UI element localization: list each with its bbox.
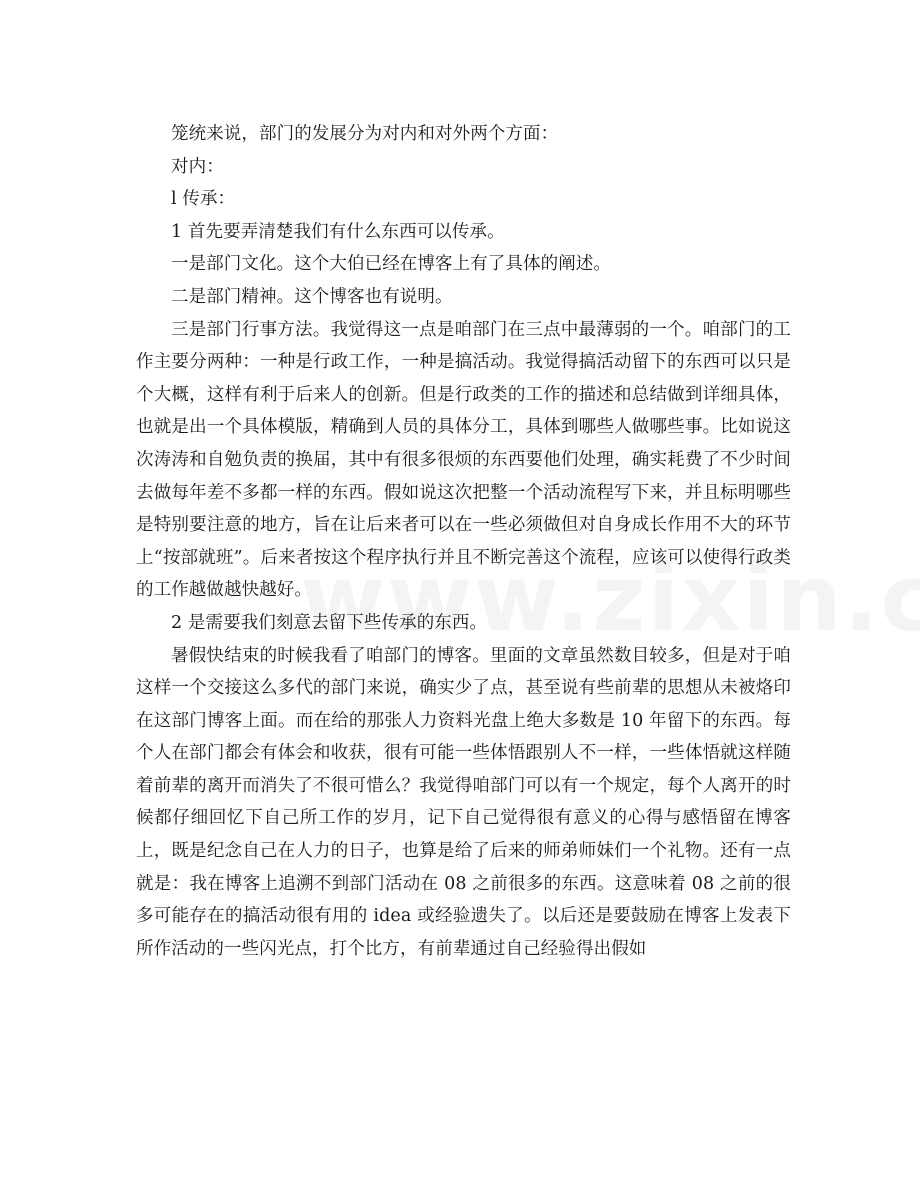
paragraph-inheritance-heading: l 传承： [171, 189, 236, 210]
paragraph-internal-heading: 对内： [171, 156, 224, 177]
paragraph-point-2: 2 是需要我们刻意去留下些传承的东西。 [171, 612, 488, 633]
paragraph-blog: 暑假快结束的时候我看了咱部门的博客。里面的文章虽然数目较多，但是对于咱这样一个交接这么多代的部门来说，确实少了点，甚至说有些前辈的思想从未被烙印在这部门博客上面。而在给的那张人力资料光盘上绝大多数是 10 年留下的东西。每个人在部门都会有体会和收获，很有可能一些体悟跟别人不一样，一些体悟就这样随着前辈的离开而消失了不很可惜么？我觉得咱部门可以有一个规定，每个人离开的时候都仔细回忆下自己所工作的岁月，记下自己觉得很有意义的心得与感悟留在博客上，既是纪念自己在人力的日子，也算是给了后来的师弟师妹们一个礼物。还有一点就是：我在博客上追溯不到部门活动在 08 之前很多的东西。这意味着 08 之前的很多可能存在的搞活动很有用的 idea 或经验遗失了。以后还是要鼓励在博客上发表下所作活动的一些闪光点，打个比方，有前辈通过自己经验得出假如 [136, 645, 791, 959]
paragraph-spirit: 二是部门精神。这个博客也有说明。 [171, 286, 453, 307]
paragraph-point-1: 1 首先要弄清楚我们有什么东西可以传承。 [171, 221, 505, 242]
paragraph-methods: 三是部门行事方法。我觉得这一点是咱部门在三点中最薄弱的一个。咱部门的工作主要分两种：一种是行政工作，一种是搞活动。我觉得搞活动留下的东西可以只是个大概，这样有利于后来人的创新。但是行政类的工作的描述和总结做到详细具体，也就是出一个具体模版，精确到人员的具体分工，具体到哪些人做哪些事。比如说这次涛涛和自勉负责的换届，其中有很多很烦的东西要他们处理，确实耗费了不少时间去做每年差不多都一样的东西。假如说这次把整一个活动流程写下来，并且标明哪些是特别要注意的地方，旨在让后来者可以在一些必须做但对自身成长作用不大的环节上“按部就班”。后来者按这个程序执行并且不断完善这个流程，应该可以使得行政类的工作越做越快越好。 [136, 319, 791, 601]
document-body [136, 118, 791, 965]
paragraph-culture: 一是部门文化。这个大伯已经在博客上有了具体的阐述。 [171, 254, 611, 275]
paragraph-summary: 笼统来说，部门的发展分为对内和对外两个方面： [171, 124, 559, 144]
